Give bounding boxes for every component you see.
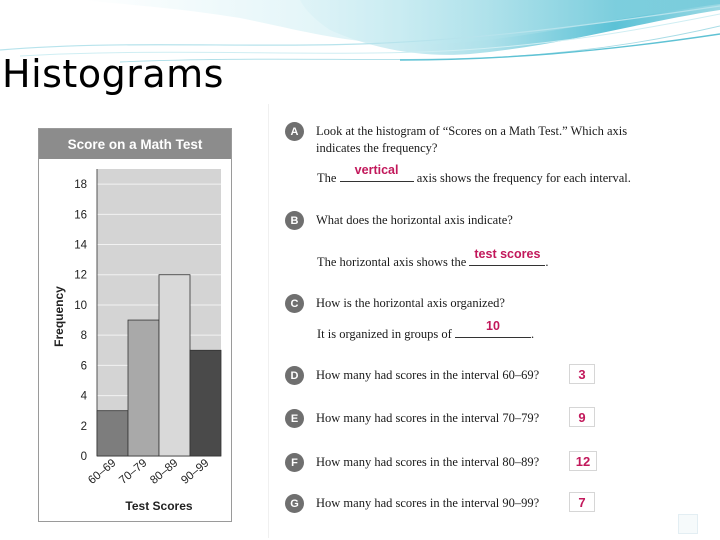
question-e-badge: E [285,409,304,428]
questions-panel [268,104,698,538]
question-e-text: How many had scores in the interval 70–79? [316,411,540,425]
x-tick-label: 70–79 [117,457,150,487]
histogram-bar [97,411,128,456]
question-f-badge: F [285,453,304,472]
answer-a-blank [340,163,414,182]
histogram-bar [190,350,221,456]
question-a-text [316,123,696,157]
histogram-panel [38,128,232,522]
x-tick-label: 60–69 [86,457,119,487]
x-tick-label: 90–99 [179,457,212,487]
answer-c-value: 10 [486,319,500,333]
question-g-text: How many had scores in the interval 90–99? [316,496,540,510]
y-tick-label: 4 [80,390,87,403]
question-a-line2: indicates the frequency? [316,141,438,155]
question-g-badge: G [285,494,304,513]
answer-b-suffix: . [545,255,549,269]
answer-c-suffix: . [530,327,535,341]
x-axis-title: Test Scores [125,499,193,513]
y-tick-label: 2 [80,420,87,433]
slide-corner-decoration [678,514,698,534]
question-f-text: How many had scores in the interval 80–89? [316,455,540,469]
y-tick-label: 14 [74,239,87,252]
answer-e-box: 9 [569,407,595,427]
question-c-text: How is the horizontal axis organized? [316,296,505,310]
question-d-badge: D [285,366,304,385]
question-d-text: How many had scores in the interval 60–69? [316,368,540,382]
y-tick-label: 12 [74,269,87,282]
y-axis-title: Frequency [52,286,66,347]
y-tick-label: 6 [80,360,87,373]
answer-c-sentence [317,319,535,343]
answer-g-box: 7 [569,492,595,512]
question-a-line1: Look at the histogram of “Scores on a Math Test.” Which axis [316,124,628,138]
histogram-bar [159,275,190,456]
answer-b-value: test scores [474,247,541,261]
question-b-badge: B [285,211,304,230]
y-tick-label: 0 [80,451,87,463]
answer-b-prefix: The horizontal axis shows the [317,255,467,269]
question-a-badge: A [285,122,304,141]
answer-a-value: vertical [354,163,399,177]
answer-a-suffix: axis shows the frequency for each interval. [416,171,631,185]
y-tick-label: 10 [74,299,87,312]
answer-c-blank [455,319,531,338]
y-tick-label: 8 [80,330,87,343]
answer-d-box: 3 [569,364,595,384]
answer-b-sentence [317,247,549,271]
histogram-bar [128,320,159,456]
y-tick-label: 18 [74,179,87,192]
chart-title: Score on a Math Test [39,129,231,159]
question-c-badge: C [285,294,304,313]
answer-b-blank [469,247,545,266]
answer-a-prefix: The [317,171,337,185]
answer-a-sentence [317,163,631,187]
histogram-chart [39,129,233,523]
answer-c-prefix: It is organized in groups of [317,327,452,341]
x-tick-label: 80–89 [148,457,181,487]
y-tick-label: 16 [74,209,87,222]
question-b-text: What does the horizontal axis indicate? [316,213,513,227]
slide-title: Histograms [2,52,224,96]
answer-f-box: 12 [569,451,597,471]
